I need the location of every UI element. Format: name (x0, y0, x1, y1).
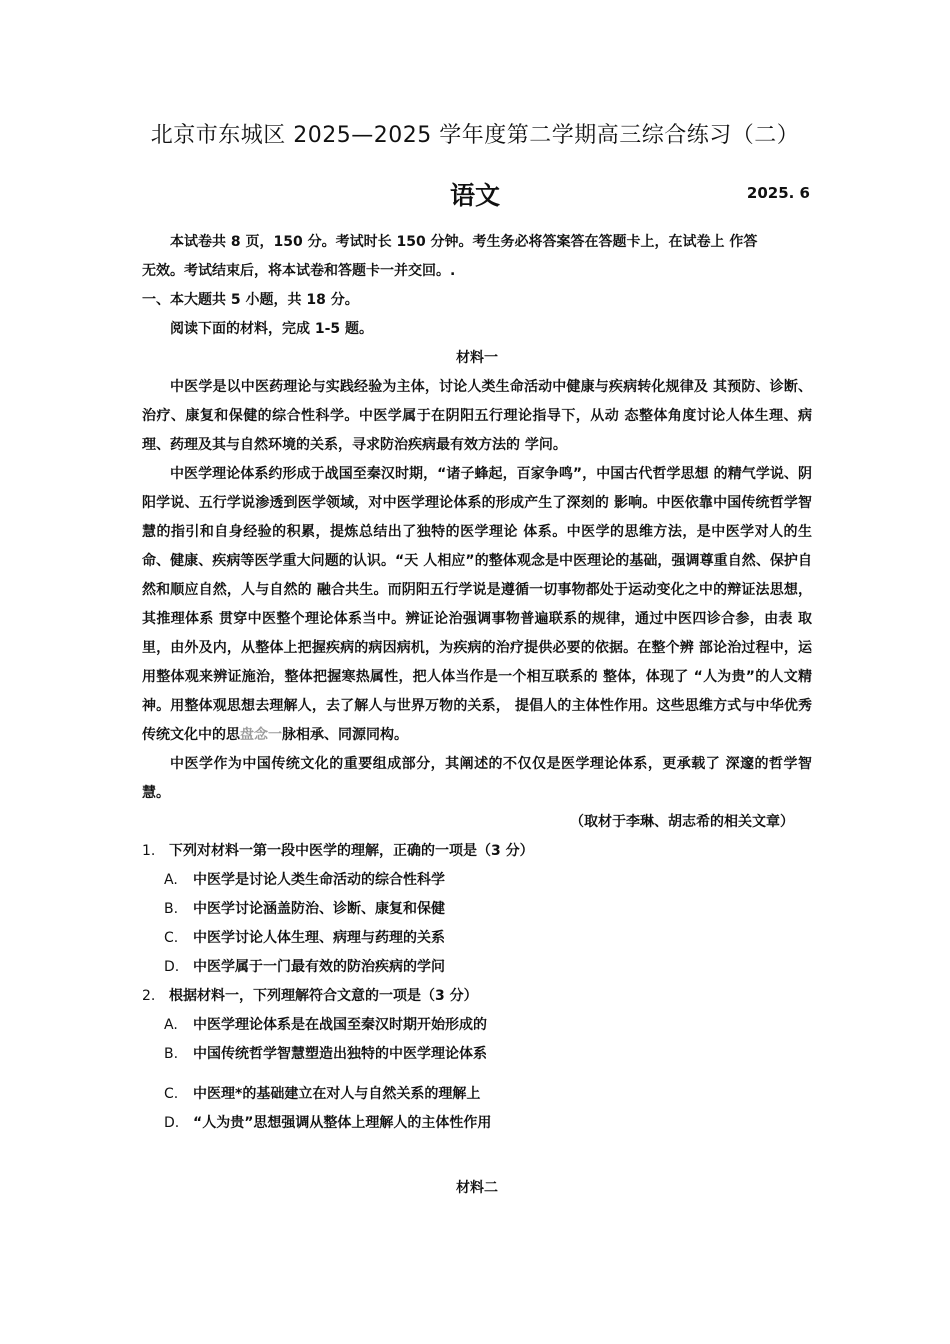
option-text: 中医学讨论人体生理、病理与药理的关系 (193, 930, 445, 946)
section-directive: 阅读下面的材料，完成 1-5 题。 (170, 321, 374, 337)
paragraph-2-faded-text: 盘念一 (240, 727, 282, 743)
question-number: 1. (142, 843, 156, 859)
option-letter: C. (164, 930, 179, 946)
option-text: 中医学属于一门最有效的防治疾病的学问 (193, 959, 445, 975)
option-letter: B. (164, 901, 179, 917)
question-2-option-c (164, 1080, 812, 1109)
option-text: 中医理*的基础建立在对人与自然关系的理解上 (193, 1086, 481, 1102)
option-text: 中医学是讨论人类生命活动的综合性科学 (193, 872, 445, 888)
question-text: 下列对材料一第一段中医学的理解，正确的一项是（3 分） (169, 843, 534, 859)
option-letter: B. (164, 1046, 179, 1062)
section-heading: 一、本大题共 5 小题，共 18 分。 (142, 292, 359, 308)
material-1-paragraph-1: 中医学是以中医药理论与实践经验为主体，讨论人类生命活动中健康与疾病转化规律及 其预防、诊断、治疗、康复和保健的综合性科学。中医学属于在阴阳五行理论指导下，从动 态整体角度讨论人体生理、病理、药理及其与自然环境的关系，寻求防治疾病最有效方法的 学问。 (142, 379, 812, 453)
question-1-option-d (164, 953, 812, 982)
option-letter: D. (164, 959, 180, 975)
question-text: 根据材料一，下列理解符合文意的一项是（3 分） (169, 988, 478, 1004)
paragraph-2-main-text: 中医学理论体系约形成于战国至秦汉时期，“诸子蜂起，百家争鸣”，中国古代哲学思想 的精气学说、阴阳学说、五行学说渗透到医学领域，对中医学理论体系的形成产生了深刻的 影响。中医依靠中国传统哲学智慧的指引和自身经验的积累，提炼总结出了独特的医学理论 体系。中医学的思维方法，是中医学对人的生命、健康、疾病等医学重大问题的认识。“天 人相应”的整体观念是中医理论的基础，强调尊重自然、保护自然和顺应自然，人与自然的 融合共生。而阴阳五行学说是遵循一切事物都处于运动变化之中的辩证法思想，其推理体系 贯穿中医整个理论体系当中。辨证论治强调事物普遍联系的规律，通过中医四诊合参，由表 取里，由外及内，从整体上把握疾病的病因病机，为疾病的治疗提供必要的依据。在整个辨 部论治过程中，运用整体观来辨证施治，整体把握寒热属性，把人体当作是一个相互联系的 整体，体现了 “人为贵”的人文精神。用整体观思想去理解人，去了解人与世界万物的关系， 提倡人的主体性作用。这些思维方式与中华优秀传统文化中的思 (142, 466, 812, 743)
spacer (142, 1138, 812, 1174)
option-letter: A. (164, 1017, 178, 1033)
material-1-paragraph-3: 中医学作为中国传统文化的重要组成部分，其阐述的不仅仅是医学理论体系，更承载了 深邃的哲学智慧。 (142, 756, 812, 801)
question-1-stem (142, 837, 812, 866)
question-1-option-c (164, 924, 812, 953)
option-text: 中国传统哲学智慧塑造出独特的中医学理论体系 (193, 1046, 487, 1062)
paragraph-2-tail-text: 脉相承、同源同构。 (282, 727, 408, 743)
material-1-paragraph-2 (142, 460, 812, 750)
option-letter: C. (164, 1086, 179, 1102)
exam-body (142, 228, 812, 1203)
question-number: 2. (142, 988, 156, 1004)
instructions-line-2: 无效。考试结束后，将本试卷和答题卡一并交回。. (142, 263, 456, 279)
spacer (142, 1069, 812, 1080)
question-1-option-a (164, 866, 812, 895)
option-text: 中医学讨论涵盖防治、诊断、康复和保健 (193, 901, 445, 917)
exam-title: 北京市东城区 2025—2025 学年度第二学期高三综合练习（二） (150, 123, 800, 148)
question-2-option-a (164, 1011, 812, 1040)
option-letter: D. (164, 1115, 180, 1131)
material-1-title: 材料一 (456, 350, 498, 366)
material-2-title: 材料二 (456, 1180, 498, 1196)
material-1-source: （取材于李琳、胡志希的相关文章） (570, 814, 794, 830)
question-2-option-b (164, 1040, 812, 1069)
question-2-option-d (164, 1109, 812, 1138)
option-letter: A. (164, 872, 178, 888)
option-text: 中医学理论体系是在战国至秦汉时期开始形成的 (193, 1017, 487, 1033)
question-1-option-b (164, 895, 812, 924)
option-text: “人为贵”思想强调从整体上理解人的主体性作用 (193, 1115, 492, 1131)
subject-title: 语文 (449, 181, 500, 210)
instructions-line-1: 本试卷共 8 页，150 分。考试时长 150 分钟。考生务必将答案答在答题卡上，在试卷上 作答 (170, 234, 758, 250)
question-2-stem (142, 982, 812, 1011)
exam-date: 2025. 6 (746, 184, 810, 202)
